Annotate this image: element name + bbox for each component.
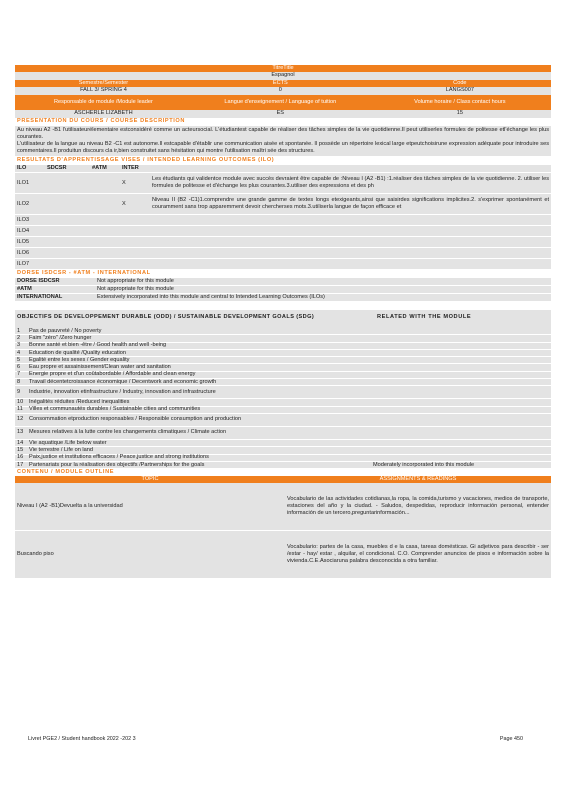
ilo-id: ILO2 — [17, 200, 30, 207]
sdg-number: 7 — [17, 371, 21, 378]
sdg-number: 9 — [17, 388, 21, 395]
ilo-description: Les étudiants qui validentce module avec succès devraient être capable de :Niveau I (A2 -B1) :1.réaliser des tâches simples de la vie quotidienne. 2. utiliser les formules de politesse et d'échange les plus courantes.3.utiliser des expressions et des ph — [152, 176, 549, 189]
ilo-row — [15, 173, 551, 194]
sdg-goal: Faim "zéro" /Zero hunger — [29, 334, 92, 341]
volume-value: 15 — [456, 110, 463, 116]
sdg-section — [15, 310, 551, 469]
title-label-row — [15, 65, 551, 72]
code-label: Code — [453, 80, 467, 86]
dorse-row — [15, 278, 551, 286]
dorse-row — [15, 294, 551, 302]
ilo-heading: RESULTATS D'APPRENTISSAGE VISES / INTENDED LEARNING OUTCOMES (ILO) — [17, 157, 275, 163]
meta2-value-row — [15, 110, 551, 118]
sdg-number: 17 — [17, 461, 24, 468]
sdg-number: 3 — [17, 342, 21, 349]
outline-row — [15, 531, 551, 579]
ects-value: 0 — [278, 87, 282, 93]
sdg-number: 15 — [17, 446, 24, 453]
outline-topic: Niveau I (A2 -B1)Devuelta a la universidad — [17, 503, 123, 510]
ilo-row — [15, 259, 551, 270]
meta-value-row — [15, 87, 551, 95]
dorse-value: Extensively incorporated into this module and central to Intended Learning Outcomes (ILOs) — [97, 294, 325, 300]
ilo-id: ILO1 — [17, 179, 30, 186]
dorse-key: #ATM — [17, 286, 32, 292]
footer — [28, 736, 538, 743]
sdg-goal: Pas de pauvreté / No poverty — [29, 327, 102, 334]
module-leader-value: ASCHERLE LIZABETH — [74, 110, 133, 116]
semester-label: Semestre/Semester — [78, 80, 129, 86]
outline-row — [15, 483, 551, 531]
outline-col-topic: TOPIC — [141, 476, 159, 483]
outline-heading-row — [15, 469, 551, 476]
sdg-goal: Industrie, innovation etinfrastructure / Industry, innovation and infrastructure — [29, 388, 216, 395]
meta2-header-row — [15, 95, 551, 110]
sdg-rows — [15, 328, 551, 469]
sdg-heading-row — [15, 314, 551, 328]
ilo-row — [15, 237, 551, 248]
sdg-goal: Partenariats pour la réalisation des objectifs /Partnerships for the goals — [29, 461, 205, 468]
meta-header-row — [15, 80, 551, 87]
sdg-heading: OBJECTIFS DE DEVELOPPEMENT DURABLE (ODD) / SUSTAINABLE DEVELOPMENT GOALS (SDG) — [17, 314, 315, 320]
sdg-number: 10 — [17, 399, 24, 406]
sdg-row — [15, 386, 551, 399]
sdg-number: 12 — [17, 416, 24, 423]
sdg-row — [15, 407, 551, 414]
dorse-heading: DORSE ISDCSR - #ATM - INTERNATIONAL — [17, 270, 151, 276]
sdg-row — [15, 379, 551, 386]
ilo-id: ILO7 — [17, 260, 30, 267]
sdg-goal: Education de qualité /Quality education — [29, 349, 127, 356]
outline-topic: Buscando piso — [17, 551, 54, 558]
ilo-id: ILO4 — [17, 227, 30, 234]
volume-label: Volume horaire / Class contact hours — [414, 99, 506, 105]
outline-heading: CONTENU / MODULE OUTLINE — [17, 469, 115, 476]
sdg-goal: Villes et communautés durables / Sustainable cities and communities — [29, 406, 201, 413]
sdg-goal: Vie aquatique /Life below water — [29, 439, 107, 446]
semester-value: FALL 3/ SPRING 4 — [80, 87, 127, 93]
sdg-number: 6 — [17, 364, 21, 371]
dorse-heading-row — [15, 270, 551, 278]
sdg-goal: Energie propre et d'un coûtabordable / Affordable and clean energy — [29, 371, 196, 378]
ilo-id: ILO6 — [17, 249, 30, 256]
ilo-row — [15, 215, 551, 226]
sdg-number: 4 — [17, 349, 21, 356]
module-sheet — [15, 65, 551, 579]
language-value: ES — [276, 110, 285, 116]
sdg-relation: Moderately incorporated into this module — [373, 461, 475, 468]
title-label: TitreTitle — [272, 65, 294, 71]
sdg-row — [15, 414, 551, 427]
presentation-paragraph-1: Au niveau A2 -B1 l'utilisateurélementaire estconsidéré comme un acteursocial. L'étudiantest capable de réaliser des tâches simples de la vie quotidienne.Il peut utiliserles formules de politesse etl'échange les plus courantes. — [17, 127, 549, 140]
sdg-number: 2 — [17, 334, 21, 341]
language-label: Langue d'enseignement / Language of tuition — [224, 99, 337, 105]
dorse-key: DORSE ISDCSR — [17, 278, 60, 284]
presentation-heading-row — [15, 118, 551, 126]
ilo-row — [15, 194, 551, 215]
sdg-row — [15, 462, 551, 469]
outline-assignment: Vocabulario: partes de la casa, muebles d e la casa, tareas domésticas. Gi adjetivos para describir - ser /estar - hay/ estar , alquilar, el condicional. C.O. Comprender anuncios de pisos e información sobre la vivienda.C.E.Asociaruna palabra desconocida a otra familiar. — [287, 544, 549, 565]
ilo-description: Niveau II (B2 -C1)1.comprendre une grande gamme de textes longs etexigeants,ainsi que saisirdes significations implicites.2. s'exprimer spontanément et couramment sans trop apparemment devoir chercherses mots.3.utiliserla langue de façon efficace et — [152, 197, 549, 210]
sdg-goal: Inégalités réduites /Reduced inequalities — [29, 399, 130, 406]
dorse-row — [15, 286, 551, 294]
sdg-goal: Eau propre et assainissement/Clean water and sanitation — [29, 364, 171, 371]
outline-columns-row — [15, 476, 551, 483]
dorse-value: Not appropriate for this module — [97, 286, 174, 292]
presentation-body — [15, 126, 551, 156]
ilo-col-sdcsr: SDCSR — [47, 165, 67, 171]
outline-rows — [15, 483, 551, 579]
ilo-id: ILO3 — [17, 216, 30, 223]
ilo-columns-row — [15, 165, 551, 173]
sdg-goal: Bonne santé et bien -être / Good health and well -being — [29, 342, 167, 349]
ilo-col-atm: #ATM — [92, 165, 107, 171]
ilo-inter-mark: X — [122, 200, 126, 207]
sdg-number: 16 — [17, 454, 24, 461]
presentation-heading: PRESENTATION DU COURS / COURSE DESCRIPTION — [17, 118, 185, 124]
ilo-row — [15, 226, 551, 237]
sdg-goal: Consommation etproduction responsables / Responsible consumption and production — [29, 416, 242, 423]
dorse-value: Not appropriate for this module — [97, 278, 174, 284]
ilo-rows — [15, 173, 551, 270]
footer-left: Livret PGE2 / Student handbook 2022 -202 3 — [28, 736, 136, 742]
ilo-col-ilo: ILO — [17, 165, 27, 171]
outline-assignment: Vocabulario de las actividades cotidianas,la ropa, la comida,turismo y vacaciones, medios de transporte, estaciones del año y la ciudad. - Saludos, despedidas, reproducir información personal, entender información de un tercero,preguntarinformación... — [287, 496, 549, 517]
sdg-number: 11 — [17, 406, 23, 413]
presentation-paragraph-2: L'utilisateur de la langue au niveau B2 -C1 est autonome.Il estcapable d'établir une communication aisée et spontanée. Il possède un répertoire lexical large etpeutchoisirune expression adéquate pour introduire ses commentaires.Il produitun discours cla ir,bien construitet sans hésitation qui montre l'utilisation maîtri sée des structures. — [17, 141, 549, 154]
ilo-row — [15, 248, 551, 259]
ects-label: ECTS — [272, 80, 288, 86]
title-value: Espagnol — [271, 72, 295, 78]
title-value-row — [15, 72, 551, 80]
sdg-number: 14 — [17, 439, 24, 446]
sdg-goal: Egalité entre les sexes / Gender equality — [29, 356, 130, 363]
footer-page: Page 450 — [499, 736, 523, 742]
ilo-id: ILO5 — [17, 238, 30, 245]
outline-col-assignments: ASSIGNMENTS & READINGS — [379, 476, 457, 483]
sdg-number: 13 — [17, 429, 24, 436]
sdg-number: 1 — [17, 327, 21, 334]
sdg-row — [15, 427, 551, 440]
sdg-number: 8 — [17, 378, 21, 385]
sdg-goal: Vie terrestre / Life on land — [29, 446, 93, 453]
code-value: LANGS007 — [445, 87, 475, 93]
dorse-key: INTERNATIONAL — [17, 294, 63, 300]
ilo-heading-row — [15, 157, 551, 165]
module-leader-label: Responsable de module /Module leader — [53, 99, 153, 105]
sdg-goal: Paix,justice et institutions efficaces / Peace,justice and strong institutions — [29, 454, 209, 461]
ilo-col-inter: INTER — [122, 165, 139, 171]
sdg-related-heading: RELATED WITH THE MODULE — [377, 314, 472, 320]
sdg-number: 5 — [17, 356, 21, 363]
sdg-goal: Travail décentetcroissance économique / Decentwork and economic growth — [29, 378, 217, 385]
sdg-goal: Mesures relatives à la lutte contre les changements climatiques / Climate action — [29, 429, 227, 436]
ilo-inter-mark: X — [122, 179, 126, 186]
dorse-rows — [15, 278, 551, 302]
